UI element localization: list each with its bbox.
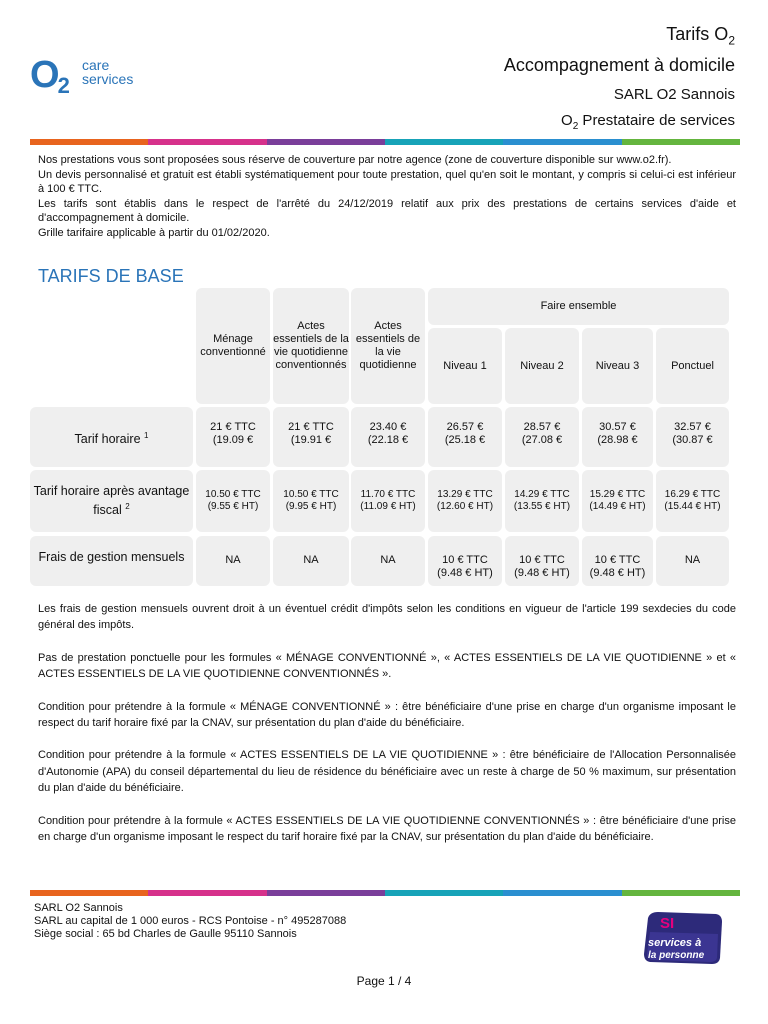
col-header: Ménage conventionné <box>196 288 270 404</box>
svg-text:SI: SI <box>660 915 675 932</box>
stripe-segment <box>267 139 385 145</box>
footer-line: Siège social : 65 bd Charles de Gaulle 95110 Sannois <box>34 928 297 940</box>
footer-line: SARL O2 Sannois <box>34 902 123 914</box>
table-cell: 26.57 € (25.18 € <box>428 407 502 467</box>
intro-paragraph: Grille tarifaire applicable à partir du 01/02/2020. <box>38 226 270 239</box>
table-cell: 10 € TTC (9.48 € HT) <box>505 536 579 586</box>
table-cell: 15.29 € TTC (14.49 € HT) <box>582 470 653 532</box>
logo-o2: $O_2$ <box>30 54 68 98</box>
row-header-frais-de-gestion: Frais de gestion mensuels <box>30 536 193 586</box>
row-header-tarif-horaire: Tarif horaire $^1$ <box>30 407 193 467</box>
stripe-segment <box>385 139 503 145</box>
note-paragraph: Pas de prestation ponctuelle pour les formules « MÉNAGE CONVENTIONNÉ », « ACTES ESSENTIELS DE LA VIE QUOTIDIENNE » et « ACTES ESSENTIELS DE LA VIE QUOTIDIENNE CONVENTIONNÉS ». <box>38 651 736 681</box>
table-cell: NA <box>196 536 270 586</box>
table-cell: 10.50 € TTC (9.95 € HT) <box>273 470 349 532</box>
table-cell: 21 € TTC (19.91 € <box>273 407 349 467</box>
intro-paragraph: Nos prestations vous sont proposées sous réserve de couverture par notre agence (zone de couverture disponible sur www.o2.fr). <box>38 154 672 166</box>
col-header: Niveau 1 <box>428 328 502 404</box>
svg-text:la personne: la personne <box>648 950 705 961</box>
stripe-segment <box>503 139 621 145</box>
group-header-faire-ensemble: Faire ensemble <box>428 288 729 325</box>
stripe-segment <box>148 139 266 145</box>
stripe-segment <box>622 890 740 896</box>
table-cell: NA <box>351 536 425 586</box>
note-paragraph: Les frais de gestion mensuels ouvrent droit à un éventuel crédit d'impôts selon les conditions en vigueur de l'article 199 sexdecies du code général des impôts. <box>38 603 736 632</box>
document-subtitle: Accompagnement à domicile <box>503 55 735 75</box>
stripe-segment <box>503 890 621 896</box>
document-title: Tarifs $O_2$ <box>666 24 735 48</box>
table-cell: 23.40 € (22.18 € <box>351 407 425 467</box>
table-cell: 10 € TTC (9.48 € HT) <box>428 536 502 586</box>
footer-line: SARL au capital de 1 000 euros - RCS Pontoise - n° 495287088 <box>34 915 347 927</box>
table-cell: 16.29 € TTC (15.44 € HT) <box>656 470 729 532</box>
notes-section <box>38 601 736 861</box>
intro-text <box>38 153 736 241</box>
svg-text:services à: services à <box>648 937 702 949</box>
col-header: Niveau 3 <box>582 328 653 404</box>
color-stripe-top <box>30 139 740 145</box>
footer-company-info <box>34 902 346 941</box>
table-cell: 28.57 € (27.08 € <box>505 407 579 467</box>
note-paragraph: Condition pour prétendre à la formule « ACTES ESSENTIELS DE LA VIE QUOTIDIENNE CONVENTIONNÉS » : être bénéficiaire d'une prise en charge d'un organisme imposant le respect du tarif horaire fixé par la CNAV, sur présentation du plan d'aide du bénéficiaire. <box>38 814 736 844</box>
logo-services-text: services <box>82 71 134 87</box>
table-cell: 10 € TTC (9.48 € HT) <box>582 536 653 586</box>
note-paragraph: Condition pour prétendre à la formule « MÉNAGE CONVENTIONNÉ » : être bénéficiaire d'une prise en charge d'un organisme imposant le respect du tarif horaire fixé par la CNAV, sur présentation du plan d'aide du bénéficiaire. <box>38 700 736 730</box>
stripe-segment <box>267 890 385 896</box>
company-name: SARL O2 Sannois <box>613 86 735 103</box>
stripe-segment <box>30 139 148 145</box>
services-a-la-personne-logo <box>640 908 724 966</box>
table-cell: 32.57 € (30.87 € <box>656 407 729 467</box>
o2-care-services-logo <box>30 56 200 96</box>
table-cell: 11.70 € TTC (11.09 € HT) <box>351 470 425 532</box>
col-header: Actes essentiels de la vie quotidienne <box>351 288 425 404</box>
stripe-segment <box>30 890 148 896</box>
intro-paragraph: Les tarifs sont établis dans le respect de l'arrêté du 24/12/2019 relatif aux prix des prestations de certains services d'aide et d'accompagnement à domicile. <box>38 197 736 225</box>
stripe-segment <box>148 890 266 896</box>
table-cell: 13.29 € TTC (12.60 € HT) <box>428 470 502 532</box>
table-cell: 14.29 € TTC (13.55 € HT) <box>505 470 579 532</box>
prestataire-label: $O_2$ Prestataire de services <box>561 112 735 132</box>
stripe-segment <box>622 139 740 145</box>
table-cell: 30.57 € (28.98 € <box>582 407 653 467</box>
note-paragraph: Condition pour prétendre à la formule « ACTES ESSENTIELS DE LA VIE QUOTIDIENNE » : être bénéficiaire de l'Allocation Personnalisée d'Autonomie (APA) du conseil départemental du lieu de résidence du bénéficiaire avec un reste à charge de 50 % maximum, sur présentation du plan d'aide du bénéficiaire. <box>38 749 736 795</box>
table-cell: 10.50 € TTC (9.55 € HT) <box>196 470 270 532</box>
table-cell: 21 € TTC (19.09 € <box>196 407 270 467</box>
col-header: Actes essentiels de la vie quotidienne conventionnés <box>273 288 349 404</box>
col-header: Ponctuel <box>656 328 729 404</box>
section-title: TARIFS DE BASE <box>38 266 184 286</box>
col-header: Niveau 2 <box>505 328 579 404</box>
page-number: Page 1 / 4 <box>356 974 412 988</box>
table-cell: NA <box>656 536 729 586</box>
stripe-segment <box>385 890 503 896</box>
logo-care-text: care <box>82 57 110 73</box>
color-stripe-bottom <box>30 890 740 896</box>
table-cell: NA <box>273 536 349 586</box>
row-header-tarif-apres-avantage: Tarif horaire après avantage fiscal $^2$ <box>30 470 193 532</box>
intro-paragraph: Un devis personnalisé et gratuit est établi systématiquement pour toute prestation, quel qu'en soit le montant, y compris si celui-ci est inférieur à 100 € TTC. <box>38 168 736 196</box>
